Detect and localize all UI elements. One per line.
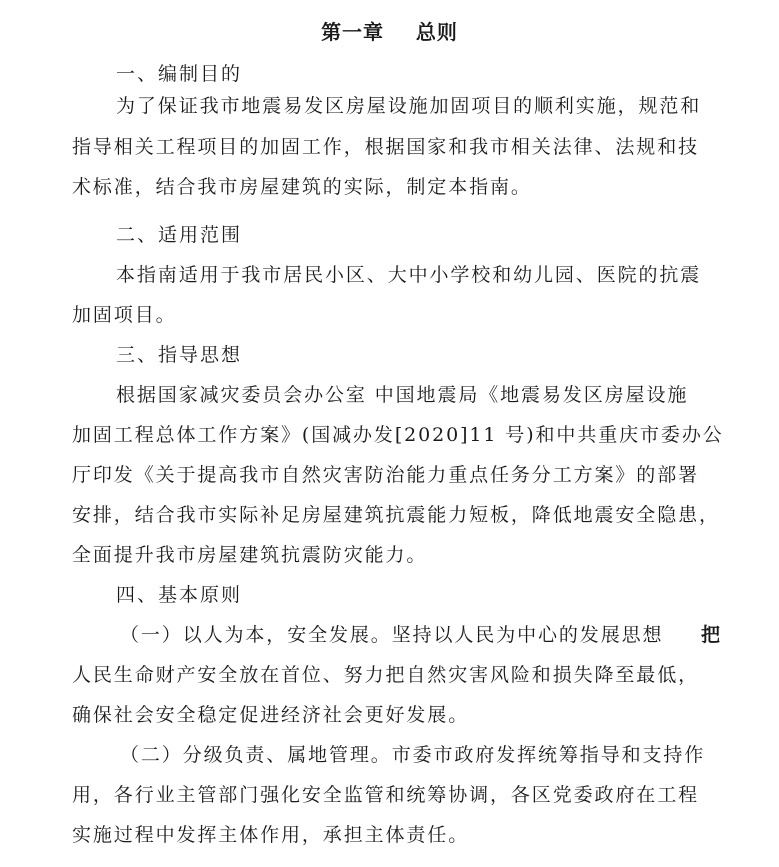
- paragraph-line: 加固工程总体工作方案》(国减办发[2020]11 号)和中共重庆市委办公: [72, 424, 724, 446]
- paragraph-line: 术标准，结合我市房屋建筑的实际，制定本指南。: [72, 176, 532, 198]
- paragraph-line: 人民生命财产安全放在首位、努力把自然灾害风险和损失降至最低，: [72, 664, 700, 686]
- chapter-title: 第一章 总则: [321, 20, 458, 44]
- paragraph-line: 全面提升我市房屋建筑抗震防灾能力。: [72, 544, 428, 566]
- principle-tail-char: 把: [701, 624, 721, 646]
- paragraph-line: 确保社会安全稳定促进经济社会更好发展。: [72, 704, 470, 726]
- principle-first-line: （二）分级负责、属地管理。市委市政府发挥统筹指导和支持作: [120, 744, 706, 766]
- paragraph-line: 实施过程中发挥主体作用，承担主体责任。: [72, 824, 470, 846]
- paragraph-line: 指导相关工程项目的加固工作，根据国家和我市相关法律、法规和技: [72, 136, 700, 158]
- section-heading: 一、编制目的: [116, 63, 243, 85]
- paragraph-line: 根据国家减灾委员会办公室 中国地震局《地震易发区房屋设施: [116, 384, 689, 406]
- principle-first-line: （一）以人为本，安全发展。坚持以人民为中心的发展思想: [120, 624, 664, 646]
- paragraph-line: 安排，结合我市实际补足房屋建筑抗震能力短板，降低地震安全隐患，: [72, 504, 720, 526]
- paragraph-line: 厅印发《关于提高我市自然灾害防治能力重点任务分工方案》的部署: [72, 464, 700, 486]
- paragraph-line: 为了保证我市地震易发区房屋设施加固项目的顺利实施，规范和: [116, 95, 702, 117]
- paragraph-line: 加固项目。: [72, 304, 177, 326]
- section-heading: 四、基本原则: [116, 584, 243, 606]
- section-heading: 三、指导思想: [116, 344, 243, 366]
- section-heading: 二、适用范围: [116, 224, 243, 246]
- paragraph-line: 本指南适用于我市居民小区、大中小学校和幼儿园、医院的抗震: [116, 264, 702, 286]
- paragraph-line: 用，各行业主管部门强化安全监管和统筹协调，各区党委政府在工程: [72, 784, 700, 806]
